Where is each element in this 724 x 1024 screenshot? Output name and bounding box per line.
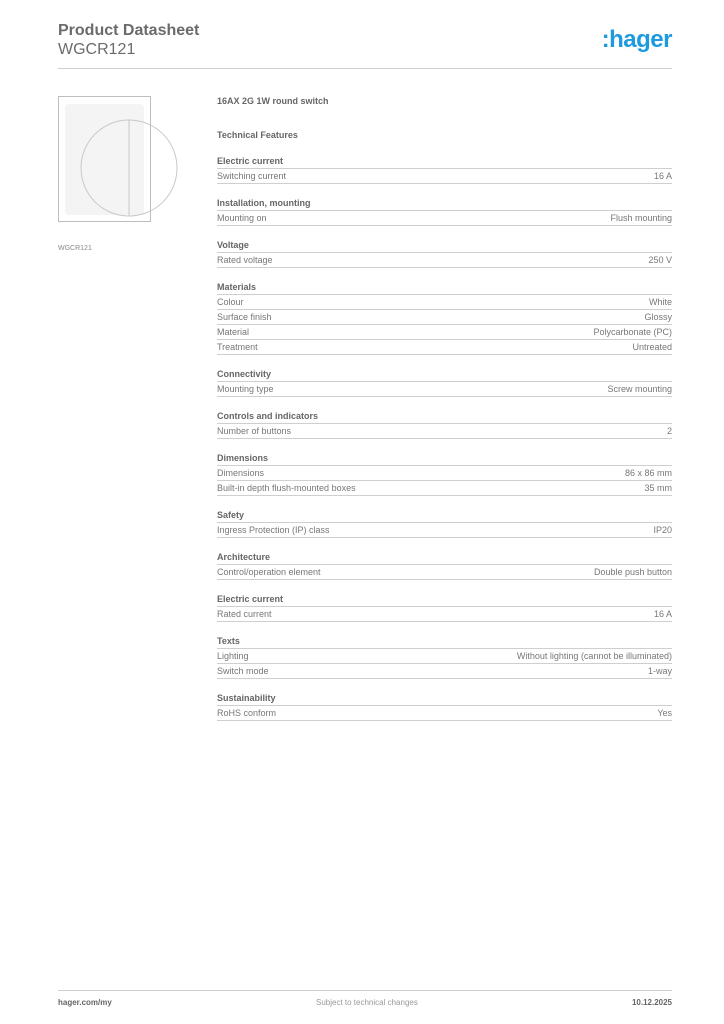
feature-label: Lighting	[217, 651, 249, 661]
feature-label: Mounting on	[217, 213, 267, 223]
switch-circle-icon	[58, 96, 218, 256]
section	[217, 368, 672, 397]
feature-value: Untreated	[632, 342, 672, 352]
section	[217, 281, 672, 355]
section-title: Voltage	[217, 239, 672, 253]
feature-value: 16 A	[653, 609, 672, 619]
feature-label: Treatment	[217, 342, 258, 352]
section	[217, 593, 672, 622]
section-title: Materials	[217, 281, 672, 295]
feature-row	[217, 706, 672, 721]
feature-row	[217, 295, 672, 310]
feature-label: Rated voltage	[217, 255, 273, 265]
section	[217, 509, 672, 538]
feature-label: Switch mode	[217, 666, 269, 676]
section-title: Dimensions	[217, 452, 672, 466]
feature-value: 250 V	[648, 255, 672, 265]
section	[217, 692, 672, 721]
technical-features-title: Technical Features	[217, 130, 298, 140]
feature-label: Number of buttons	[217, 426, 292, 436]
section	[217, 155, 672, 184]
section-title: Installation, mounting	[217, 197, 672, 211]
section-title: Architecture	[217, 551, 672, 565]
feature-value: 1-way	[647, 666, 672, 676]
page-header	[58, 22, 672, 59]
feature-value: Glossy	[644, 312, 672, 322]
feature-row	[217, 169, 672, 184]
document-date: 10.12.2025	[631, 998, 672, 1007]
website-link[interactable]: hager.com/my	[58, 998, 112, 1007]
section-title: Electric current	[217, 593, 672, 607]
feature-value: IP20	[653, 525, 672, 535]
feature-row	[217, 310, 672, 325]
feature-row	[217, 325, 672, 340]
section-title: Sustainability	[217, 692, 672, 706]
feature-label: Control/operation element	[217, 567, 321, 577]
feature-label: Surface finish	[217, 312, 272, 322]
product-name: 16AX 2G 1W round switch	[217, 96, 329, 106]
feature-label: Colour	[217, 297, 244, 307]
feature-label: Dimensions	[217, 468, 265, 478]
feature-row	[217, 340, 672, 355]
feature-row	[217, 664, 672, 679]
feature-row	[217, 607, 672, 622]
feature-label: Rated current	[217, 609, 272, 619]
feature-sections	[217, 155, 672, 721]
feature-row	[217, 424, 672, 439]
feature-value: Double push button	[593, 567, 672, 577]
header-divider	[58, 68, 672, 69]
hager-logo: :hager	[601, 26, 672, 53]
feature-row	[217, 211, 672, 226]
feature-label: RoHS conform	[217, 708, 277, 718]
feature-row	[217, 466, 672, 481]
section	[217, 635, 672, 679]
footer-divider	[58, 990, 672, 991]
section-title: Texts	[217, 635, 672, 649]
feature-label: Material	[217, 327, 250, 337]
section-title: Connectivity	[217, 368, 672, 382]
feature-value: Polycarbonate (PC)	[593, 327, 672, 337]
feature-label: Switching current	[217, 171, 287, 181]
section-title: Electric current	[217, 155, 672, 169]
feature-label: Built-in depth flush-mounted boxes	[217, 483, 356, 493]
feature-value: Without lighting (cannot be illuminated)	[516, 651, 672, 661]
feature-value: Screw mounting	[607, 384, 672, 394]
feature-value: 16 A	[653, 171, 672, 181]
section	[217, 239, 672, 268]
product-code: WGCR121	[58, 41, 136, 58]
technical-features	[217, 96, 672, 721]
feature-label: Ingress Protection (IP) class	[217, 525, 330, 535]
feature-row	[217, 382, 672, 397]
feature-row	[217, 253, 672, 268]
feature-value: Flush mounting	[610, 213, 672, 223]
image-caption: WGCR121	[58, 245, 92, 252]
document-title: Product Datasheet	[58, 22, 200, 39]
section	[217, 410, 672, 439]
feature-row	[217, 523, 672, 538]
feature-value: 2	[666, 426, 672, 436]
feature-row	[217, 481, 672, 496]
feature-value: 35 mm	[644, 483, 672, 493]
notice-text: Subject to technical changes	[316, 998, 418, 1007]
section	[217, 551, 672, 580]
section	[217, 452, 672, 496]
section-title: Controls and indicators	[217, 410, 672, 424]
feature-label: Mounting type	[217, 384, 274, 394]
section	[217, 197, 672, 226]
section-title: Safety	[217, 509, 672, 523]
feature-value: White	[648, 297, 672, 307]
feature-row	[217, 565, 672, 580]
feature-row	[217, 649, 672, 664]
feature-value: 86 x 86 mm	[624, 468, 672, 478]
feature-value: Yes	[657, 708, 672, 718]
